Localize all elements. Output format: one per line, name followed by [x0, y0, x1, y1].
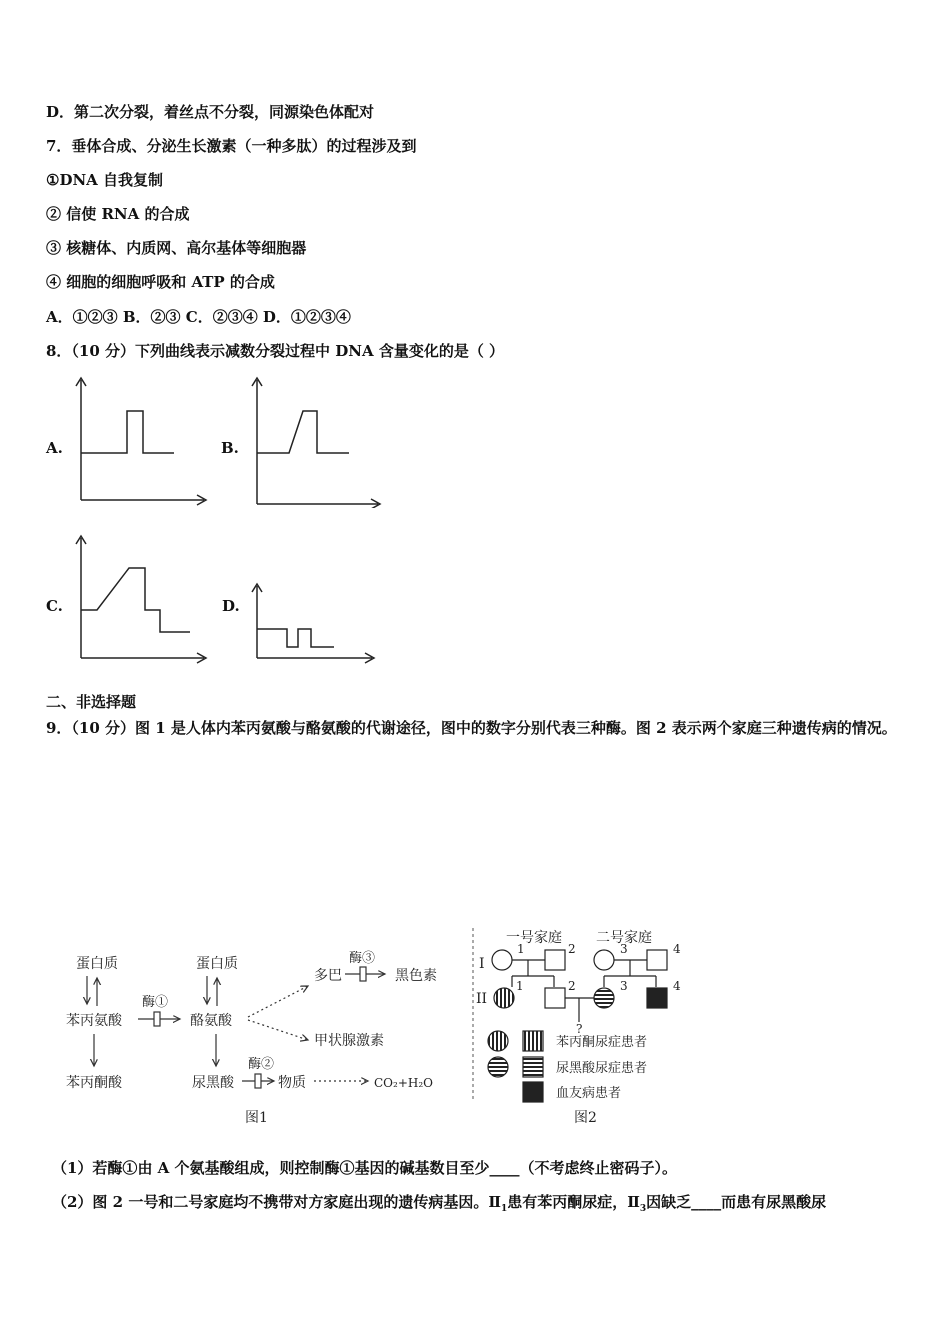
- q9-stem: 9．（10 分）图 1 是人体内苯丙氨酸与酪氨酸的代谢途径，图中的数字分别代表三种酶。图 2 表示两个家庭三种遗传病的情况。: [46, 719, 897, 737]
- graph-label-d: D.: [222, 597, 240, 615]
- fig1-tyrosine: 酪氨酸: [190, 1013, 232, 1029]
- q7-item-1: ①DNA 自我复制: [46, 171, 164, 189]
- q7-stem: 7．垂体合成、分泌生长激素（一种多肽）的过程涉及到: [46, 137, 417, 155]
- q9-sub-2-part-a: （2）图 2 一号和二号家庭均不携带对方家庭出现的遗传病基因。Ⅱ: [52, 1193, 501, 1211]
- fig2-i1: 1: [517, 942, 525, 956]
- q9-sub-2: [52, 1192, 826, 1219]
- graph-label-b: B.: [221, 439, 239, 457]
- fig2-gen-1: I: [479, 956, 485, 972]
- q9-sub-1: （1）若酶①由 A 个氨基酸组成，则控制酶①基因的碱基数目至少____（不考虑终止密码子）。: [52, 1159, 678, 1177]
- fig2-legend-pku: 苯丙酮尿症患者: [556, 1035, 648, 1050]
- fig1-enzyme-2: 酶②: [248, 1057, 275, 1072]
- fig1-enzyme-1: 酶①: [142, 995, 169, 1010]
- q7-options: A．①②③ B．②③ C．②③④ D．①②③④: [46, 308, 351, 326]
- fig2-family-1: 一号家庭: [506, 930, 562, 946]
- fig1-melanin: 黑色素: [395, 968, 437, 984]
- fig2-i4: 4: [673, 942, 681, 956]
- q7-item-3: ③ 核糖体、内质网、高尔基体等细胞器: [46, 239, 307, 257]
- fig1-substance: 物质: [278, 1075, 306, 1091]
- fig1-phenylalanine: 苯丙氨酸: [66, 1013, 122, 1029]
- graph-label-c: C.: [46, 597, 63, 615]
- fig2-ii4: 4: [673, 979, 681, 993]
- fig1-dopa: 多巴: [314, 968, 342, 984]
- fig2-legend-hemo: 血友病患者: [556, 1086, 622, 1101]
- fig2-ii3: 3: [620, 979, 628, 993]
- q8-stem: 8．（10 分）下列曲线表示减数分裂过程中 DNA 含量变化的是（ ）: [46, 342, 505, 360]
- q6-option-d: D．第二次分裂，着丝点不分裂，同源染色体配对: [46, 103, 375, 121]
- graph-a: [72, 374, 212, 508]
- graph-c: [72, 532, 212, 666]
- graph-b: [248, 374, 388, 508]
- graph-label-a: A.: [46, 439, 63, 457]
- fig1-co2-h2o: CO₂+H₂O: [374, 1076, 433, 1090]
- q9-sub-2-sub-1: 1: [500, 1204, 508, 1214]
- fig2-gen-2: II: [476, 991, 488, 1007]
- fig2-legend-alk: 尿黑酸尿症患者: [556, 1061, 648, 1076]
- fig1-homogentisate: 尿黑酸: [192, 1075, 234, 1091]
- fig1-protein-2: 蛋白质: [196, 956, 238, 972]
- fig2-i3: 3: [620, 942, 628, 956]
- fig2-question: ?: [576, 1022, 583, 1036]
- fig1-enzyme-3: 酶③: [349, 951, 376, 966]
- fig2-ii1: 1: [516, 979, 524, 993]
- fig2-i2: 2: [568, 942, 576, 956]
- section-heading: 二、非选择题: [46, 693, 137, 711]
- figures: [52, 922, 702, 1132]
- fig1-caption: 图1: [245, 1110, 268, 1126]
- q7-item-4: ④ 细胞的细胞呼吸和 ATP 的合成: [46, 273, 275, 291]
- fig2-caption: 图2: [574, 1110, 597, 1126]
- graph-d: [248, 580, 383, 666]
- fig2-family-2: 二号家庭: [596, 930, 652, 946]
- fig1-thyroxine: 甲状腺激素: [314, 1033, 384, 1049]
- q7-item-2: ② 信使 RNA 的合成: [46, 205, 190, 223]
- q9-sub-2-sub-3: 3: [639, 1204, 647, 1214]
- q9-sub-2-part-b: 患有苯丙酮尿症，Ⅱ: [507, 1193, 640, 1211]
- fig1-protein-1: 蛋白质: [76, 956, 118, 972]
- q9-sub-2-part-c: 因缺乏____而患有尿黑酸尿: [646, 1193, 827, 1211]
- fig1-phenylpyruvate: 苯丙酮酸: [66, 1075, 122, 1091]
- figure-1: [66, 951, 437, 1126]
- fig2-ii2: 2: [568, 979, 576, 993]
